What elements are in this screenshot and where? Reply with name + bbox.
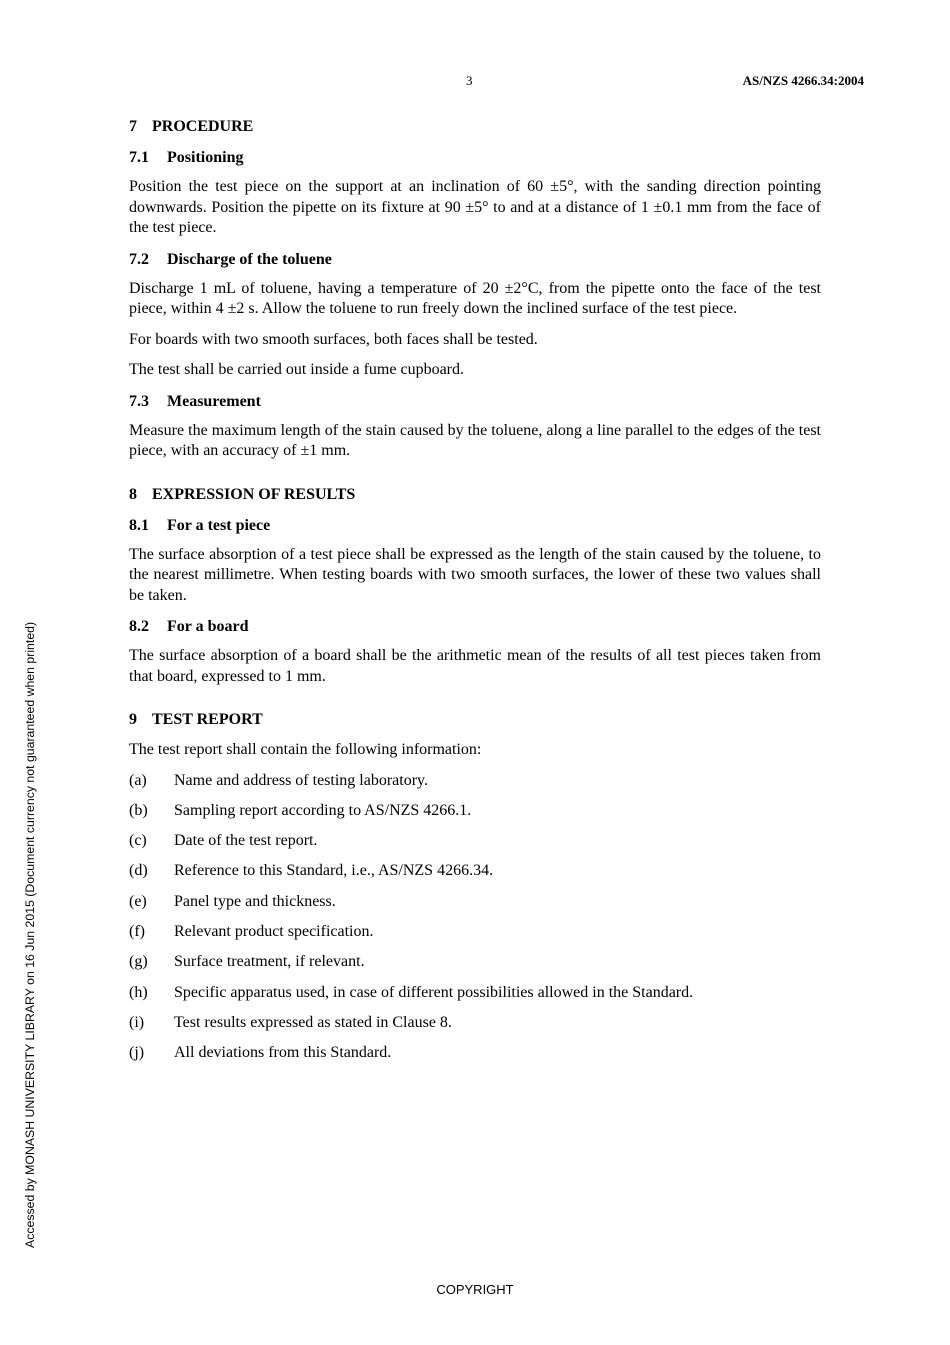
list-label: (d) xyxy=(129,862,148,880)
list-label: (j) xyxy=(129,1044,145,1062)
document-id: AS/NZS 4266.34:2004 xyxy=(742,73,864,88)
paragraph: The surface absorption of a board shall be the arithmetic mean of the results of all test pieces taken from that board, expressed to 1 mm. xyxy=(129,647,821,685)
list-item xyxy=(129,771,821,792)
list-item xyxy=(129,952,821,973)
clause-8-1-heading xyxy=(129,515,821,536)
clause-number: 8.1 xyxy=(129,516,149,534)
clause-title: Positioning xyxy=(167,149,244,166)
paragraph: The surface absorption of a test piece shall be expressed as the length of the stain caused by the toluene, to the nearest millimetre. When testing boards with two smooth surfaces, the lower of these two values shall be taken. xyxy=(129,545,821,604)
clause-7-2-heading xyxy=(129,249,821,270)
list-text: Name and address of testing laboratory. xyxy=(174,771,428,789)
clause-title: For a test piece xyxy=(167,516,271,534)
list-item xyxy=(129,831,821,852)
list-text: Date of the test report. xyxy=(174,832,318,850)
paragraph: Position the test piece on the support at an inclination of 60 ±5°, with the sanding direction pointing downwards. Position the pipette on its fixture at 90 ±5° to and at a distance of 1 ±0.1 mm from the face of the test piece. xyxy=(129,178,821,236)
paragraph: Discharge 1 mL of toluene, having a temperature of 20 ±2°C, from the pipette onto the face of the test piece, within 4 ±2 s. Allow the toluene to run freely down the inclined surface of the test piece. xyxy=(129,279,821,317)
list-text: Test results expressed as stated in Clause 8. xyxy=(174,1013,452,1031)
list-text: Specific apparatus used, in case of different possibilities allowed in the Standard. xyxy=(174,983,694,1001)
section-number: 9 xyxy=(129,711,137,728)
paragraph: Measure the maximum length of the stain caused by the toluene, along a line parallel to the edges of the test piece, with an accuracy of ±1 mm. xyxy=(129,421,821,459)
clause-number: 7.3 xyxy=(129,392,149,410)
list-text: Panel type and thickness. xyxy=(174,892,336,910)
list-label: (b) xyxy=(129,801,148,819)
list-label: (g) xyxy=(129,953,148,971)
clause-number: 8.2 xyxy=(129,618,149,635)
clause-number: 7.2 xyxy=(129,250,149,268)
list-item xyxy=(129,1013,821,1034)
list-label: (a) xyxy=(129,771,147,789)
access-watermark: Accessed by MONASH UNIVERSITY LIBRARY on 16 Jun 2015 (Document currency not guaranteed when printed) xyxy=(23,621,37,1248)
list-label: (e) xyxy=(129,892,147,910)
list-item xyxy=(129,983,821,1004)
section-title: EXPRESSION OF RESULTS xyxy=(152,485,356,503)
paragraph: The test shall be carried out inside a fume cupboard. xyxy=(129,361,464,378)
paragraph: The test report shall contain the following information: xyxy=(129,741,482,758)
list-text: Relevant product specification. xyxy=(174,922,374,940)
list-label: (i) xyxy=(129,1013,145,1031)
section-number: 8 xyxy=(129,485,137,503)
page-number: 3 xyxy=(466,73,473,88)
list-text: All deviations from this Standard. xyxy=(174,1044,392,1062)
section-title: PROCEDURE xyxy=(152,118,254,135)
report-contents-list xyxy=(129,771,821,1064)
clause-8-2-heading xyxy=(129,616,821,637)
document-body xyxy=(129,116,821,1073)
paragraph: For boards with two smooth surfaces, both faces shall be tested. xyxy=(129,330,538,348)
section-number: 7 xyxy=(129,118,137,135)
section-8-heading xyxy=(129,484,821,505)
clause-title: Measurement xyxy=(167,392,261,410)
list-item xyxy=(129,1043,821,1064)
clause-title: For a board xyxy=(167,618,249,635)
list-text: Sampling report according to AS/NZS 4266.1. xyxy=(174,801,472,819)
clause-7-3-heading xyxy=(129,391,821,412)
clause-title: Discharge of the toluene xyxy=(167,250,332,268)
list-item xyxy=(129,892,821,913)
list-item xyxy=(129,801,821,822)
section-title: TEST REPORT xyxy=(152,711,263,728)
list-label: (c) xyxy=(129,832,147,850)
clause-7-1-heading xyxy=(129,147,821,168)
list-text: Reference to this Standard, i.e., AS/NZS 4266.34. xyxy=(174,862,494,880)
clause-number: 7.1 xyxy=(129,149,149,166)
copyright-footer: COPYRIGHT xyxy=(436,1282,514,1297)
list-label: (f) xyxy=(129,922,145,940)
section-7-heading xyxy=(129,116,821,137)
list-text: Surface treatment, if relevant. xyxy=(174,953,365,971)
section-9-heading xyxy=(129,709,821,730)
list-item xyxy=(129,861,821,882)
list-label: (h) xyxy=(129,983,148,1001)
list-item xyxy=(129,922,821,943)
